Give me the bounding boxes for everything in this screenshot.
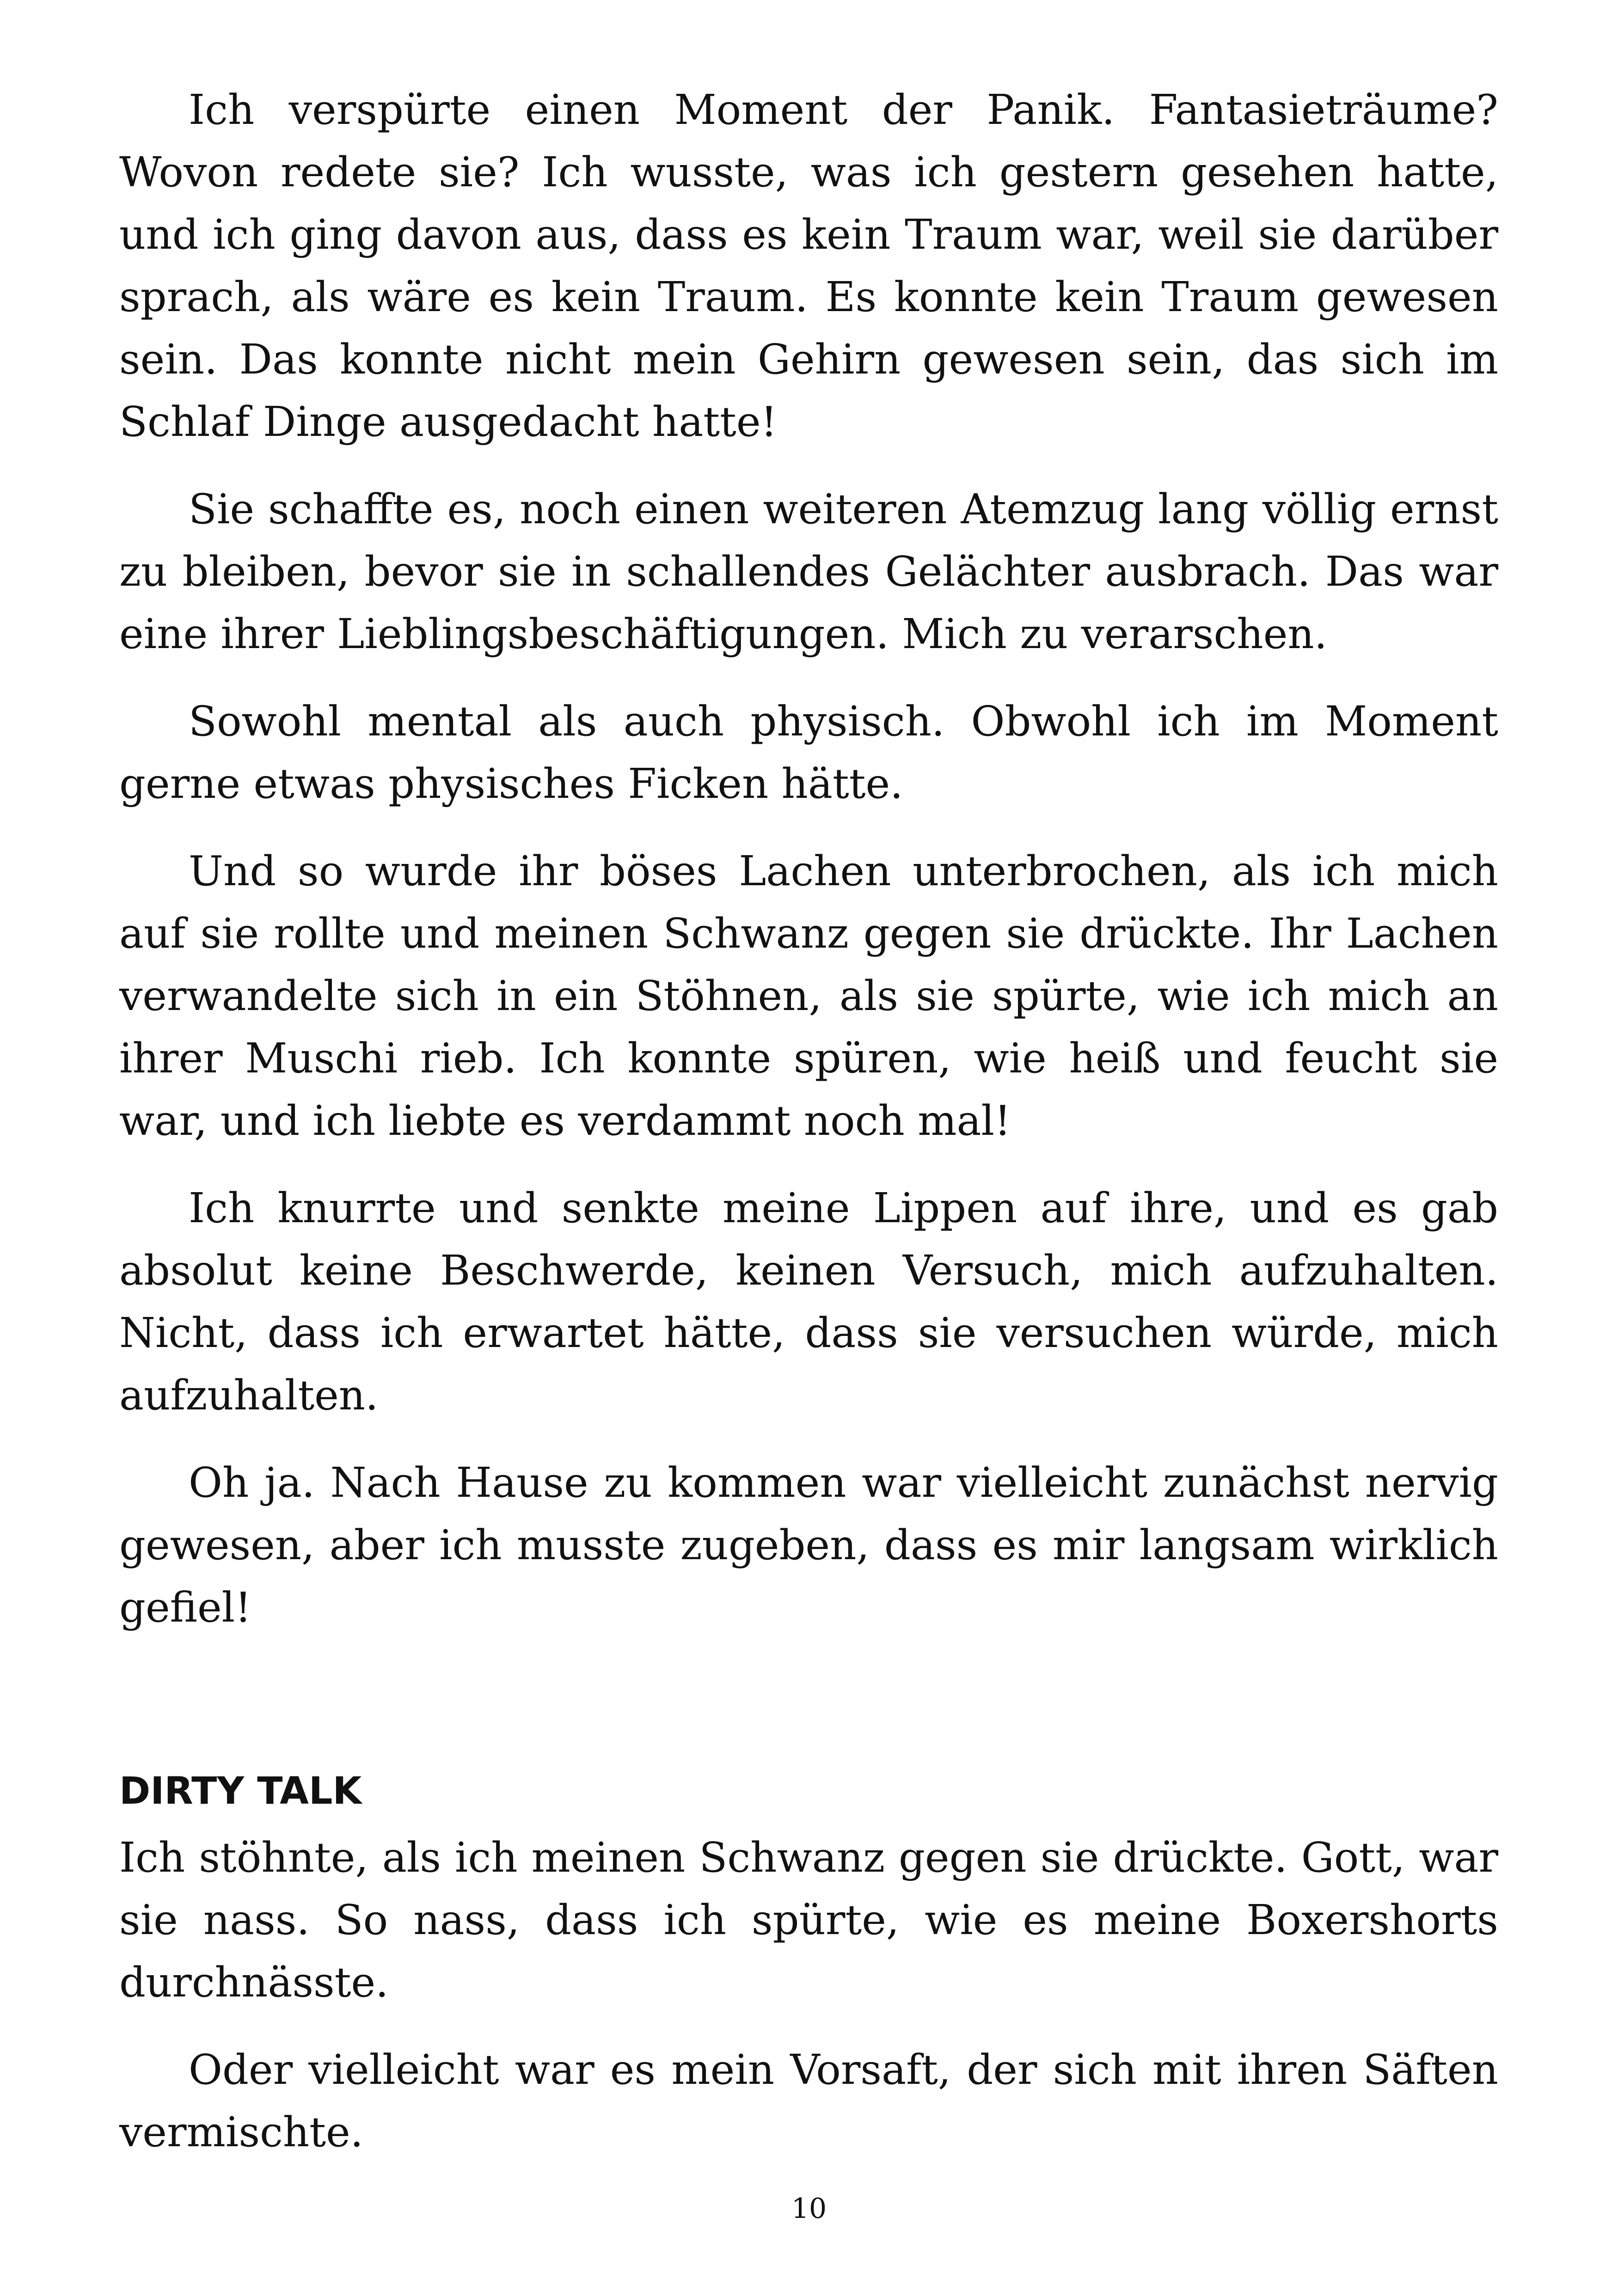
page-number: 10: [791, 2192, 827, 2225]
paragraph: Und so wurde ihr böses Lachen unterbrochen, als ich mich auf sie rollte und meinen Schwanz gegen sie drückte. Ihr Lachen verwandelte sich in ein Stöhnen, als sie spürte, wie ich mich an ihrer Muschi rieb. Ich konnte spüren, wie heiß und feucht sie war, und ich liebte es verdammt noch mal!: [119, 847, 1498, 1145]
section-spacer: [119, 1664, 1498, 1763]
paragraph: Oh ja. Nach Hause zu kommen war vielleicht zunächst nervig gewesen, aber ich musste zugeben, dass es mir langsam wirklich gefiel!: [119, 1458, 1498, 1631]
paragraph: Sie schaffte es, noch einen weiteren Atemzug lang völlig ernst zu bleiben, bevor sie in schallendes Gelächter ausbrach. Das war eine ihrer Lieblingsbeschäftigungen. Mich zu verarschen.: [119, 485, 1498, 658]
paragraph: Ich verspürte einen Moment der Panik. Fantasieträume? Wovon redete sie? Ich wusste, was ich gestern gesehen hatte, und ich ging davon aus, dass es kein Traum war, weil sie darüber sprach, als wäre es kein Traum. Es konnte kein Traum gewesen sein. Das konnte nicht mein Gehirn gewesen sein, das sich im Schlaf Dinge ausgedacht hatte!: [119, 86, 1498, 446]
paragraph: Ich stöhnte, als ich meinen Schwanz gegen sie drückte. Gott, war sie nass. So nass, dass ich spürte, wie es meine Boxershorts durchnässte.: [119, 1833, 1498, 2006]
paragraph: Oder vielleicht war es mein Vorsaft, der sich mit ihren Säften vermischte.: [119, 2045, 1498, 2156]
book-page: [119, 79, 1498, 2188]
paragraph: Sowohl mental als auch physisch. Obwohl ich im Moment gerne etwas physisches Ficken hätte.: [119, 697, 1498, 808]
section-heading: DIRTY TALK: [119, 1769, 362, 1813]
paragraph: Ich knurrte und senkte meine Lippen auf ihre, und es gab absolut keine Beschwerde, keinen Versuch, mich aufzuhalten. Nicht, dass ich erwartet hätte, dass sie versuchen würde, mich aufzuhalten.: [119, 1184, 1498, 1419]
